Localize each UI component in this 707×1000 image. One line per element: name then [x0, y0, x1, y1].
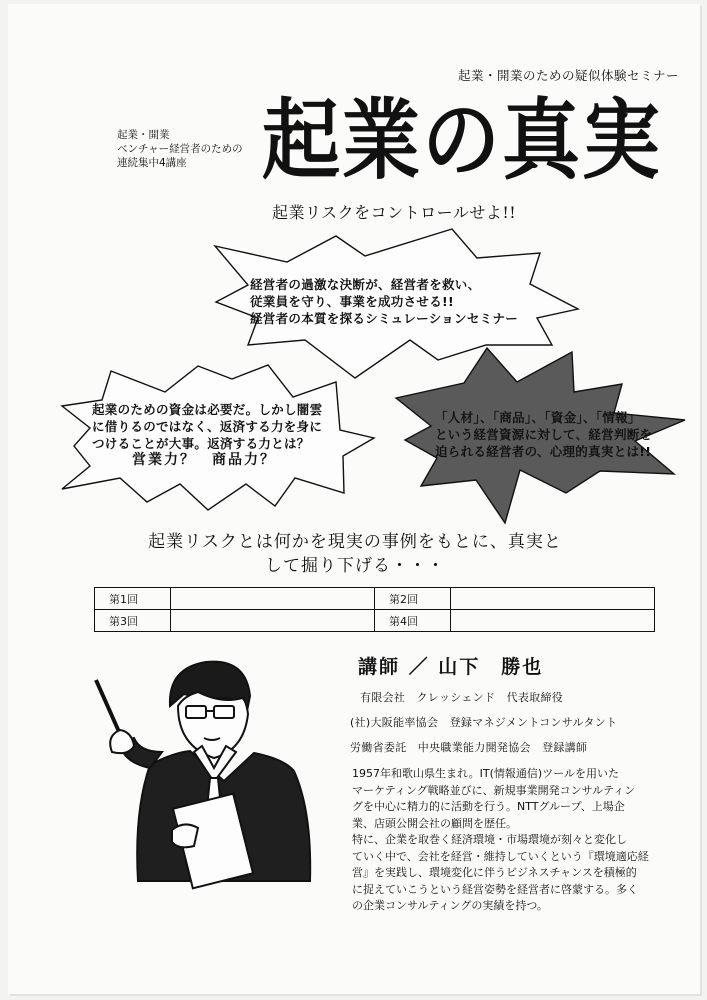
session-label: 第2回 [374, 588, 450, 610]
lecturer-illustration [96, 662, 310, 889]
burst-question: 営業力？ 商品力？ [132, 452, 276, 468]
glasses-left [186, 706, 206, 718]
lead-line: 起業リスクとは何かを現実の事例をもとに、真実と [148, 532, 562, 552]
burst-line: 経営者の本質を探るシミュレーションセミナー [250, 311, 519, 326]
table-row [95, 610, 655, 632]
bio-line: ていく中で、会社を経営・維持していくという『環境適応経 [352, 849, 649, 863]
lecturer-affiliation: 有限会社 クレッシェンド 代表取締役 [360, 691, 564, 704]
lecturer-affiliation: (社)大阪能率協会 登録マネジメントコンサルタント [350, 716, 618, 729]
left-burst-text [92, 401, 352, 469]
main-title: 起業の真実 [262, 90, 663, 192]
top-burst-text [250, 276, 550, 327]
lecturer-affiliation: 労働省委託 中央職業能力開発協会 登録講師 [350, 741, 588, 754]
session-label: 第3回 [95, 610, 171, 632]
session-label: 第4回 [374, 610, 450, 632]
burst-line: 起業のための資金は必要だ。しかし闇雲 [92, 402, 323, 417]
lecturer-bio [352, 766, 672, 915]
lecturer-title: 講師 ／ 山下 勝也 [358, 656, 544, 678]
lead-line: して掘り下げる・・・ [265, 556, 445, 576]
bio-line: に捉えていこうという経営姿勢を経営者に啓蒙する。多く [352, 882, 638, 896]
session-date-cell [450, 610, 654, 632]
subtitle: 起業リスクをコントロールせよ!! [272, 203, 517, 222]
burst-line: つけることが大事。返済する力とは？ [92, 436, 310, 451]
table-row [95, 588, 655, 610]
schedule-table [94, 587, 655, 632]
glasses-right [214, 706, 234, 718]
bio-line: マーケティング戦略並びに、新規事業開発コンサルティン [352, 783, 636, 797]
bio-line: 1957年和歌山県生まれ。IT(情報通信)ツールを用いた [352, 767, 619, 780]
bio-line: 業、店頭公開会社の顧問を歴任。 [352, 816, 517, 830]
session-date-cell [170, 588, 374, 610]
side-note-line: 起業・開業 [117, 129, 170, 141]
burst-line: に借りるのではなく、返済する力を身に [92, 419, 323, 434]
side-note-line: 連続集中4講座 [117, 157, 187, 169]
bio-line: グを中心に精力的に活動を行う。NTTグループ、上場企 [352, 800, 625, 813]
burst-line: 「人材」、「商品」、「資金」、「情報」 [435, 410, 641, 425]
bio-line: 営』を実践し、環境変化に伴うビジネスチャンスを積極的 [352, 866, 637, 879]
header-tagline: 起業・開業のための疑似体験セミナー [458, 68, 680, 83]
bio-line: 特に、企業を取巻く経済環境・市場環境が刻々と変化し [352, 833, 627, 846]
holding-hand [172, 824, 198, 847]
bio-line: の企業コンサルティングの実績を持つ。 [352, 899, 548, 912]
side-note-line: ベンチャー経営者のための [117, 143, 243, 155]
burst-line: 経営者の過激な決断が、経営者を救い、 [250, 277, 481, 292]
lecturer-face [178, 692, 248, 758]
session-date-cell [450, 588, 654, 610]
raised-hand [110, 730, 134, 753]
burst-line: という経営資源に対して、経営判断を [435, 427, 653, 442]
lead-text [120, 530, 590, 578]
side-note [117, 128, 277, 170]
right-burst-text [435, 409, 675, 460]
session-label: 第1回 [95, 588, 171, 610]
burst-line: 迫られる経営者の、心理的真実とは!! [435, 444, 652, 459]
session-date-cell [170, 610, 374, 632]
burst-line: 従業員を守り、事業を成功させる!! [250, 294, 455, 309]
